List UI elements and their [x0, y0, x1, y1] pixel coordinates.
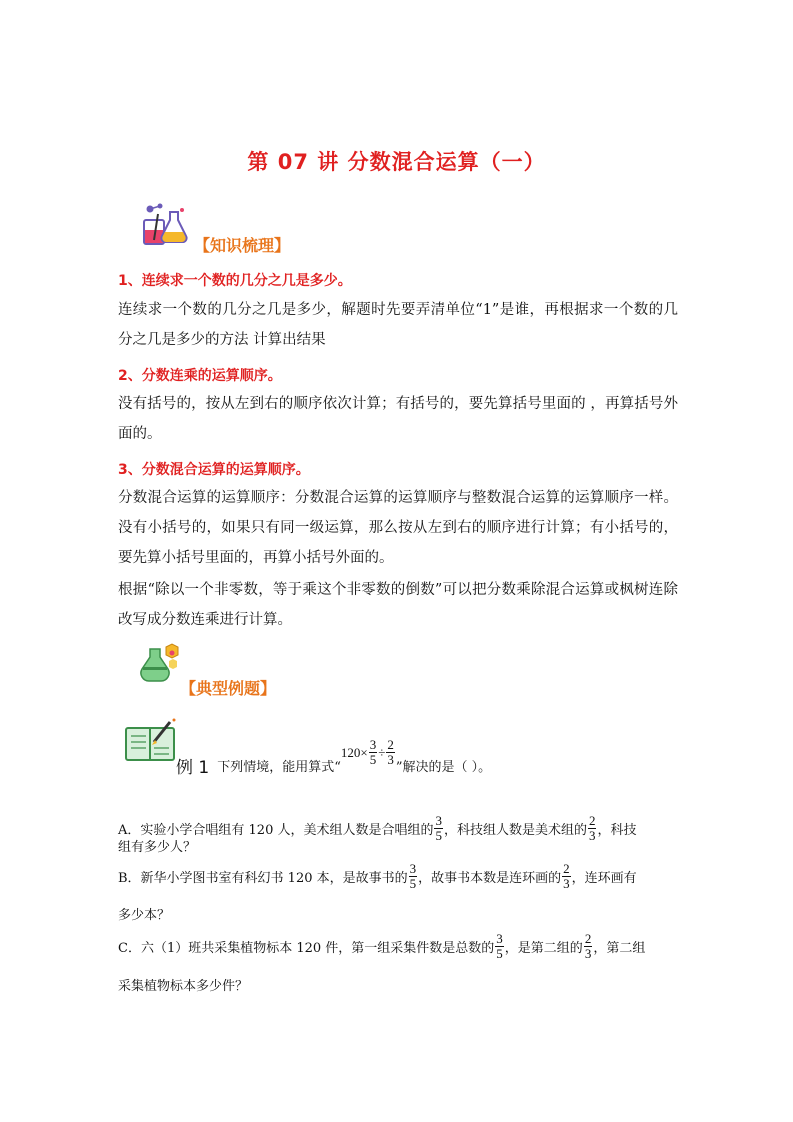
- examples-section-label: 【典型例题】: [180, 679, 277, 698]
- option-a-fraction-2: $\frac{2}{3}$: [588, 813, 596, 843]
- example-1-formula: [341, 738, 396, 767]
- formula-fraction-b: $\frac{2}{3}$: [387, 737, 394, 767]
- knowledge-paragraph-2: 没有括号的，按从左到右的顺序依次计算；有括号的，要先算括号里面的 ，再算括号外面的。: [118, 396, 678, 442]
- knowledge-paragraph-4: 根据“除以一个非零数，等于乘这个非零数的倒数”可以把分数乘除混合运算或枫树连除改写成分数连乘进行计算。: [118, 582, 678, 628]
- option-b-line-2: 多少本？: [118, 908, 171, 923]
- knowledge-section-label: 【知识梳理】: [194, 236, 291, 255]
- knowledge-paragraph-1: 连续求一个数的几分之几是多少，解题时先要弄清单位“1”是谁，再根据求一个数的几分之几是多少的方法 计算出结果: [118, 302, 678, 348]
- option-a-line-2: 组有多少人？: [118, 840, 197, 855]
- formula-lead: 120×: [340, 744, 368, 760]
- potion-flask-icon: [140, 643, 184, 685]
- knowledge-heading-1: 1、连续求一个数的几分之几是多少。: [118, 273, 352, 289]
- page-title: 第 07 讲 分数混合运算（一）: [247, 150, 546, 174]
- option-c-fraction-1: $\frac{3}{5}$: [496, 931, 503, 961]
- example-1-prompt-before: 下列情境，能用算式“: [217, 760, 341, 775]
- option-b-fraction-1: $\frac{3}{5}$: [409, 861, 417, 891]
- knowledge-heading-2: 2、分数连乘的运算顺序。: [118, 368, 282, 384]
- example-1-prompt: [176, 737, 492, 778]
- example-1-prompt-after: ”解决的是（ ）。: [395, 760, 492, 775]
- option-c-fraction-2: $\frac{2}{3}$: [584, 931, 592, 961]
- option-b-line-1: B．新华小学图书室有科幻书 120 本，是故事书的 $\frac{3}{5}$ ，故事书本数是连环画的 $\frac{2}{3}$ ，连环画有: [118, 861, 637, 891]
- option-a-fraction-1: $\frac{3}{5}$: [435, 813, 442, 843]
- option-b-fraction-2: $\frac{2}{3}$: [563, 861, 570, 891]
- option-c-line-2: 采集植物标本多少件？: [118, 979, 249, 994]
- option-c-line-1: C．六（1）班共采集植物标本 120 件，第一组采集件数是总数的 $\frac{3}{5}$ ，是第二组的 $\frac{2}{3}$ ，第二组: [118, 931, 646, 961]
- book-pencil-icon: [124, 718, 178, 764]
- formula-divide: ÷: [378, 744, 386, 760]
- example-1-label: 例 1: [176, 758, 210, 778]
- option-a-line-1: A．实验小学合唱组有 120 人，美术组人数是合唱组的 $\frac{3}{5}$ ，科技组人数是美术组的 $\frac{2}{3}$ ，科技: [118, 813, 637, 843]
- knowledge-heading-3: 3、分数混合运算的运算顺序。: [118, 462, 310, 478]
- lab-flask-icon: [138, 200, 190, 250]
- knowledge-paragraph-3: 分数混合运算的运算顺序：分数混合运算的运算顺序与整数混合运算的运算顺序一样。没有小括号的，如果只有同一级运算，那么按从左到右的顺序进行计算；有小括号的，要先算小括号里面的，再算小括号外面的。: [118, 490, 678, 566]
- formula-fraction-a: $\frac{3}{5}$: [369, 737, 377, 767]
